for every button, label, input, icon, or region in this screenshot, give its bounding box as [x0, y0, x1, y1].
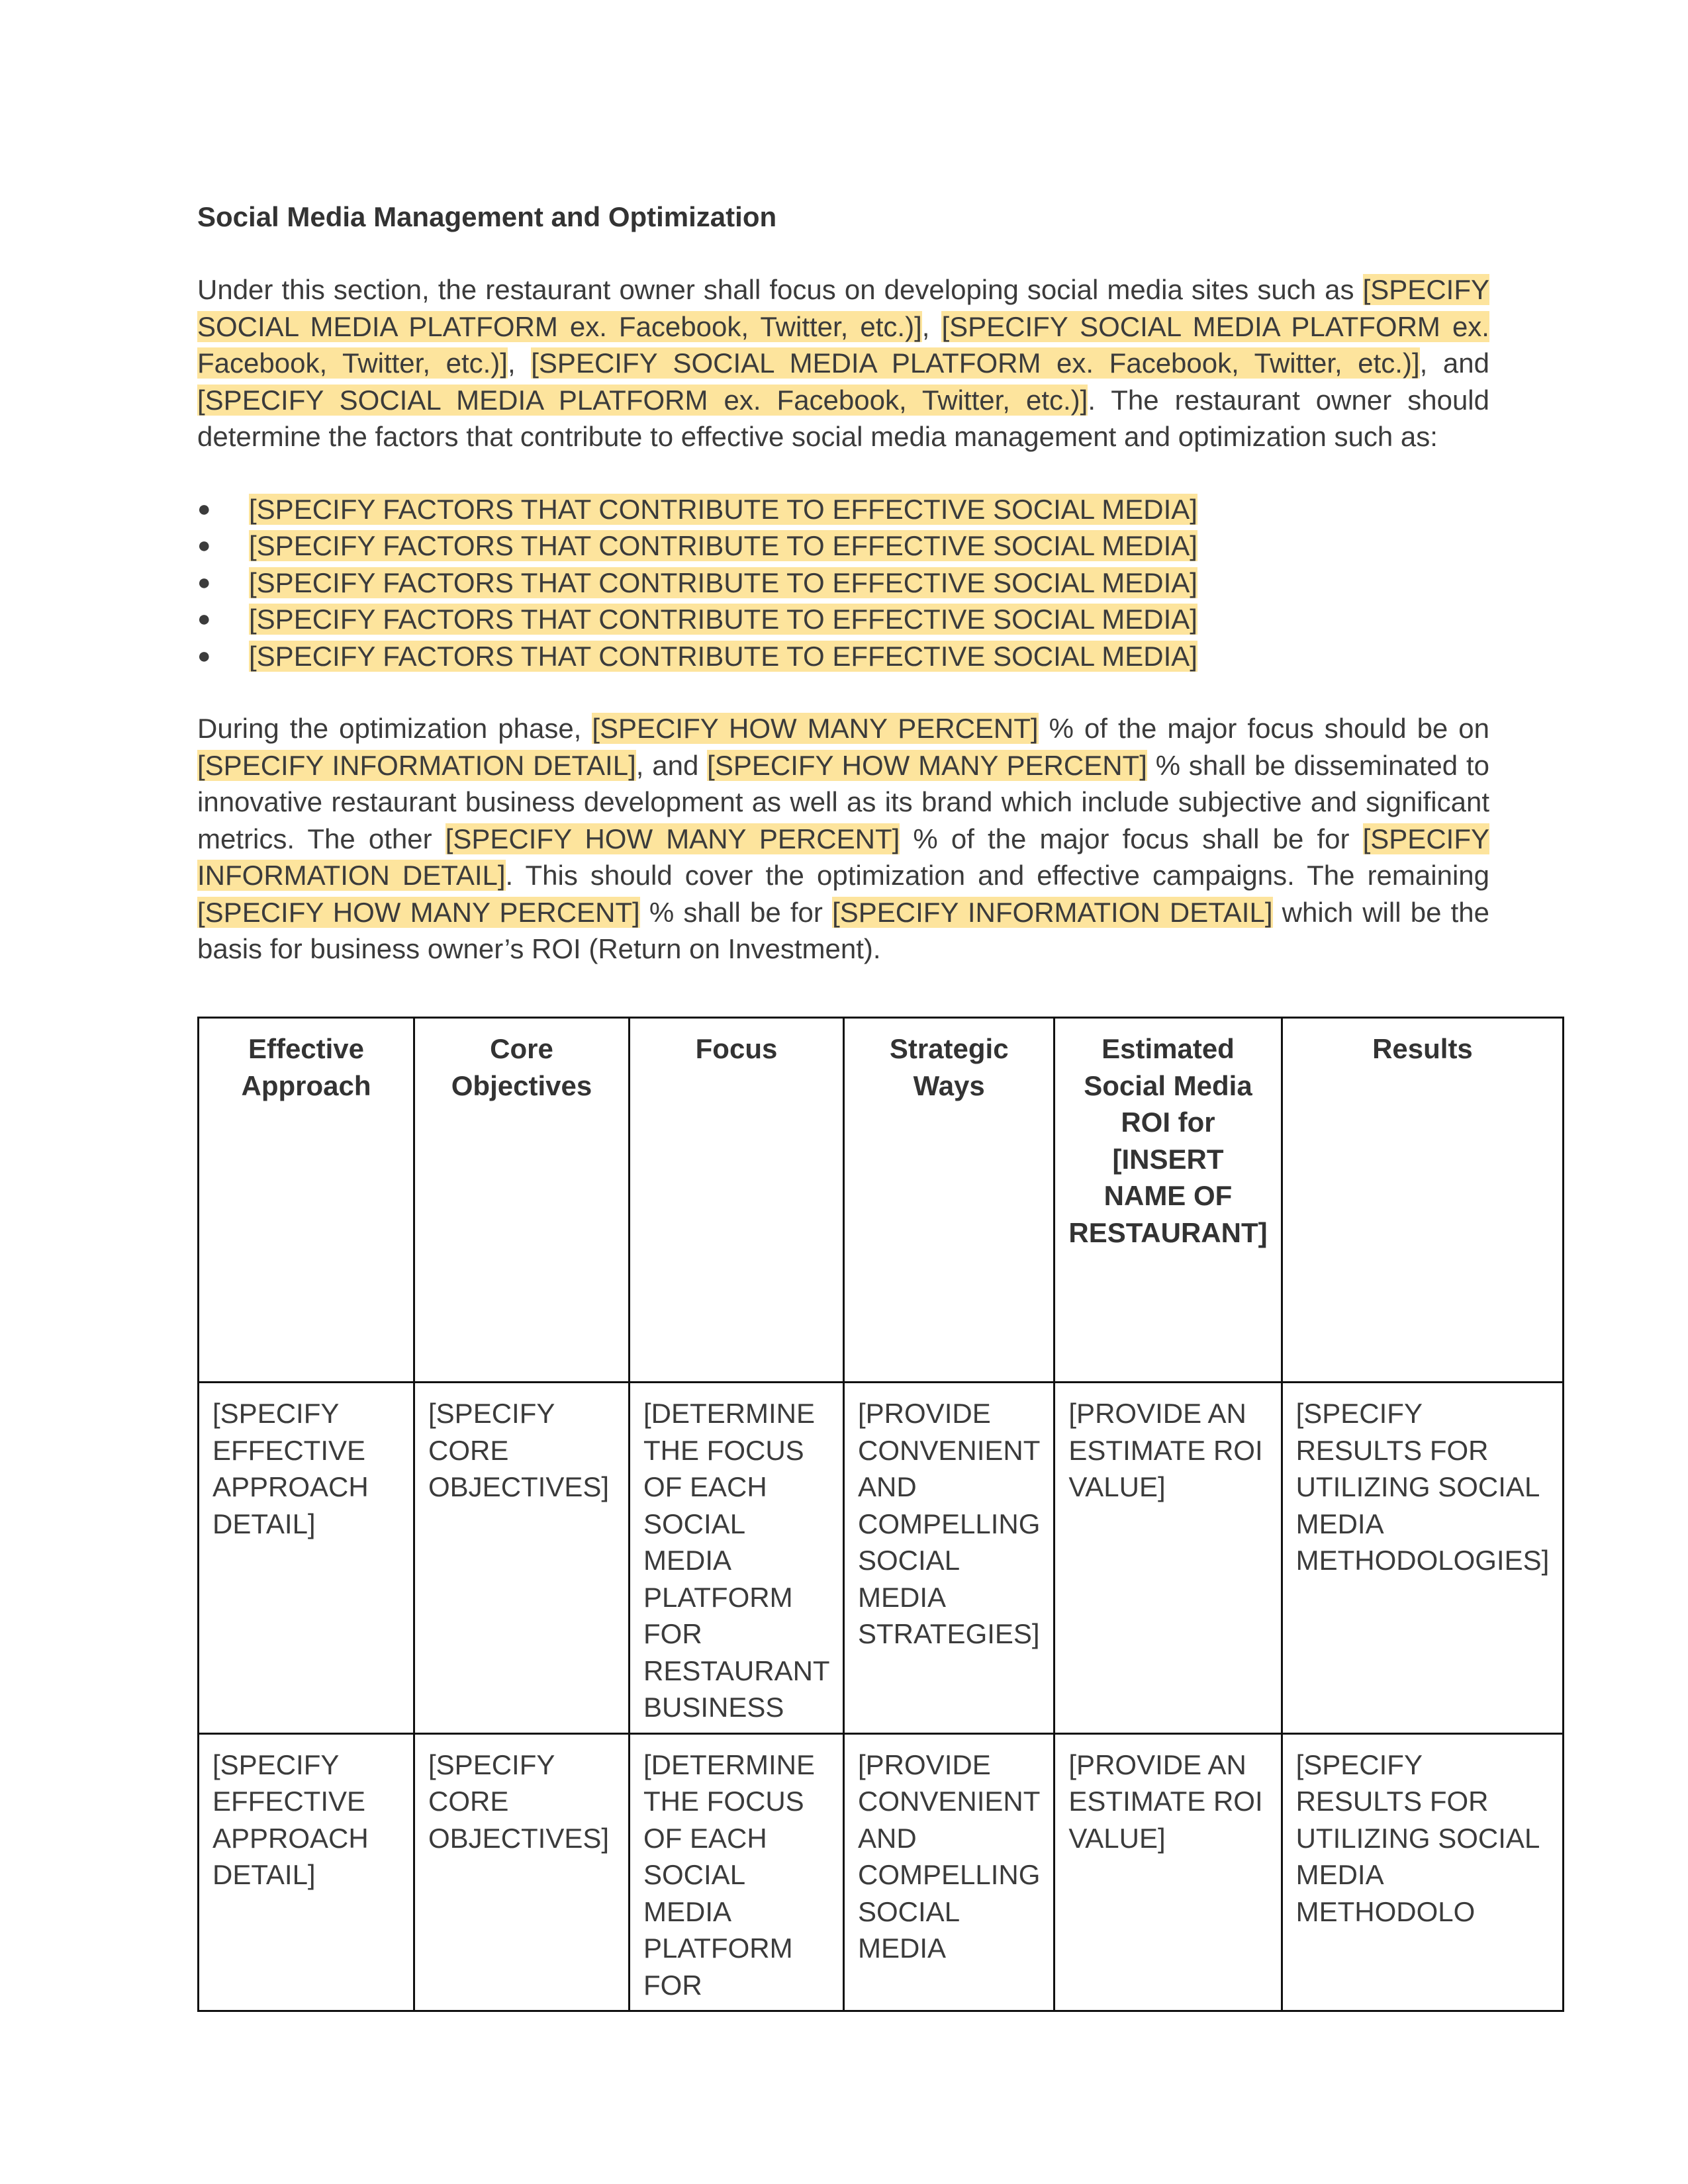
optimization-text: During the optimization phase, — [197, 713, 592, 744]
placeholder-percent: [SPECIFY HOW MANY PERCENT] — [197, 896, 640, 928]
intro-text: . The restaurant owner should determine the factors that contribute to effective social media management and optimization such as: — [197, 384, 1489, 452]
table-cell: [DETERMINE THE FOCUS OF EACH SOCIAL MEDIA PLATFORM FOR — [630, 1733, 844, 2011]
placeholder-platform-4: [SPECIFY SOCIAL MEDIA PLATFORM ex. Facebook, Twitter, etc.)] — [197, 384, 1088, 416]
list-item — [197, 601, 1489, 638]
factors-list — [197, 491, 1489, 675]
optimization-text: % of the major focus shall be for — [900, 823, 1363, 854]
placeholder-factor: [SPECIFY FACTORS THAT CONTRIBUTE TO EFFECTIVE SOCIAL MEDIA] — [249, 604, 1197, 635]
intro-paragraph — [197, 271, 1489, 455]
bullet-icon: ● — [197, 606, 211, 631]
optimization-text: % shall be disseminated to innovative restaurant business development as well as its brand which include subjective and significant metrics. The other — [197, 749, 1489, 854]
placeholder-factor: [SPECIFY FACTORS THAT CONTRIBUTE TO EFFECTIVE SOCIAL MEDIA] — [249, 567, 1197, 598]
table-cell: [PROVIDE AN ESTIMATE ROI VALUE] — [1055, 1383, 1282, 1734]
table-cell: [PROVIDE CONVENIENT AND COMPELLING SOCIAL MEDIA STRATEGIES] — [844, 1383, 1055, 1734]
table-cell: [SPECIFY CORE OBJECTIVES] — [414, 1733, 630, 2011]
document-page — [197, 199, 1489, 968]
optimization-text: % shall be for — [639, 896, 833, 928]
placeholder-platform-1: [SPECIFY SOCIAL MEDIA PLATFORM ex. Facebook, Twitter, etc.)] — [197, 274, 1489, 342]
intro-text: Under this section, the restaurant owner shall focus on developing social media sites such as — [197, 274, 1363, 305]
table-cell: [PROVIDE CONVENIENT AND COMPELLING SOCIAL MEDIA — [844, 1733, 1055, 2011]
bullet-icon: ● — [197, 533, 211, 558]
optimization-paragraph — [197, 710, 1489, 968]
intro-separator: , — [921, 310, 942, 342]
header-focus: Focus — [630, 1018, 844, 1383]
intro-separator: , — [507, 347, 532, 379]
table-cell: [SPECIFY RESULTS FOR UTILIZING SOCIAL MEDIA METHODOLO — [1282, 1733, 1564, 2011]
table-cell: [PROVIDE AN ESTIMATE ROI VALUE] — [1055, 1733, 1282, 2011]
header-strategic-ways: Strategic Ways — [844, 1018, 1055, 1383]
list-item — [197, 638, 1489, 675]
section-title: Social Media Management and Optimization — [197, 201, 777, 232]
table-cell: [SPECIFY RESULTS FOR UTILIZING SOCIAL MEDIA METHODOLOGIES] — [1282, 1383, 1564, 1734]
placeholder-factor: [SPECIFY FACTORS THAT CONTRIBUTE TO EFFECTIVE SOCIAL MEDIA] — [249, 493, 1197, 525]
optimization-text: which will be the basis for business owner’s ROI (Return on Investment). — [197, 896, 1489, 964]
placeholder-platform-2: [SPECIFY SOCIAL MEDIA PLATFORM ex. Facebook, Twitter, etc.)] — [197, 310, 1489, 379]
bullet-icon: ● — [197, 496, 211, 522]
bullet-icon: ● — [197, 569, 211, 595]
placeholder-detail: [SPECIFY INFORMATION DETAIL] — [197, 823, 1489, 891]
placeholder-factor: [SPECIFY FACTORS THAT CONTRIBUTE TO EFFECTIVE SOCIAL MEDIA] — [249, 640, 1197, 672]
placeholder-factor: [SPECIFY FACTORS THAT CONTRIBUTE TO EFFECTIVE SOCIAL MEDIA] — [249, 530, 1197, 561]
placeholder-percent: [SPECIFY HOW MANY PERCENT] — [707, 749, 1147, 781]
list-item — [197, 491, 1489, 528]
table-cell: [DETERMINE THE FOCUS OF EACH SOCIAL MEDIA PLATFORM FOR RESTAURANT BUSINESS — [630, 1383, 844, 1734]
placeholder-platform-3: [SPECIFY SOCIAL MEDIA PLATFORM ex. Facebook, Twitter, etc.)] — [531, 347, 1420, 379]
table-cell: [SPECIFY CORE OBJECTIVES] — [414, 1383, 630, 1734]
placeholder-detail: [SPECIFY INFORMATION DETAIL] — [832, 896, 1273, 928]
optimization-text: % of the major focus should be on — [1038, 713, 1490, 744]
table-row — [199, 1733, 1564, 2011]
table-cell: [SPECIFY EFFECTIVE APPROACH DETAIL] — [199, 1383, 414, 1734]
table-cell: [SPECIFY EFFECTIVE APPROACH DETAIL] — [199, 1733, 414, 2011]
header-core-objectives: Core Objectives — [414, 1018, 630, 1383]
list-item — [197, 565, 1489, 602]
intro-separator: , and — [1419, 347, 1489, 379]
table-row — [199, 1383, 1564, 1734]
optimization-text: , and — [635, 749, 708, 781]
placeholder-detail: [SPECIFY INFORMATION DETAIL] — [197, 749, 636, 781]
header-effective-approach: Effective Approach — [199, 1018, 414, 1383]
roi-table — [197, 1017, 1564, 2012]
placeholder-percent: [SPECIFY HOW MANY PERCENT] — [592, 713, 1039, 744]
bullet-icon: ● — [197, 643, 211, 668]
table-header-row — [199, 1018, 1564, 1383]
list-item — [197, 527, 1489, 565]
optimization-text: . This should cover the optimization and effective campaigns. The remaining — [505, 860, 1489, 891]
placeholder-percent: [SPECIFY HOW MANY PERCENT] — [445, 823, 900, 854]
header-results: Results — [1282, 1018, 1564, 1383]
header-estimated-roi: Estimated Social Media ROI for [INSERT NAME OF RESTAURANT] — [1055, 1018, 1282, 1383]
